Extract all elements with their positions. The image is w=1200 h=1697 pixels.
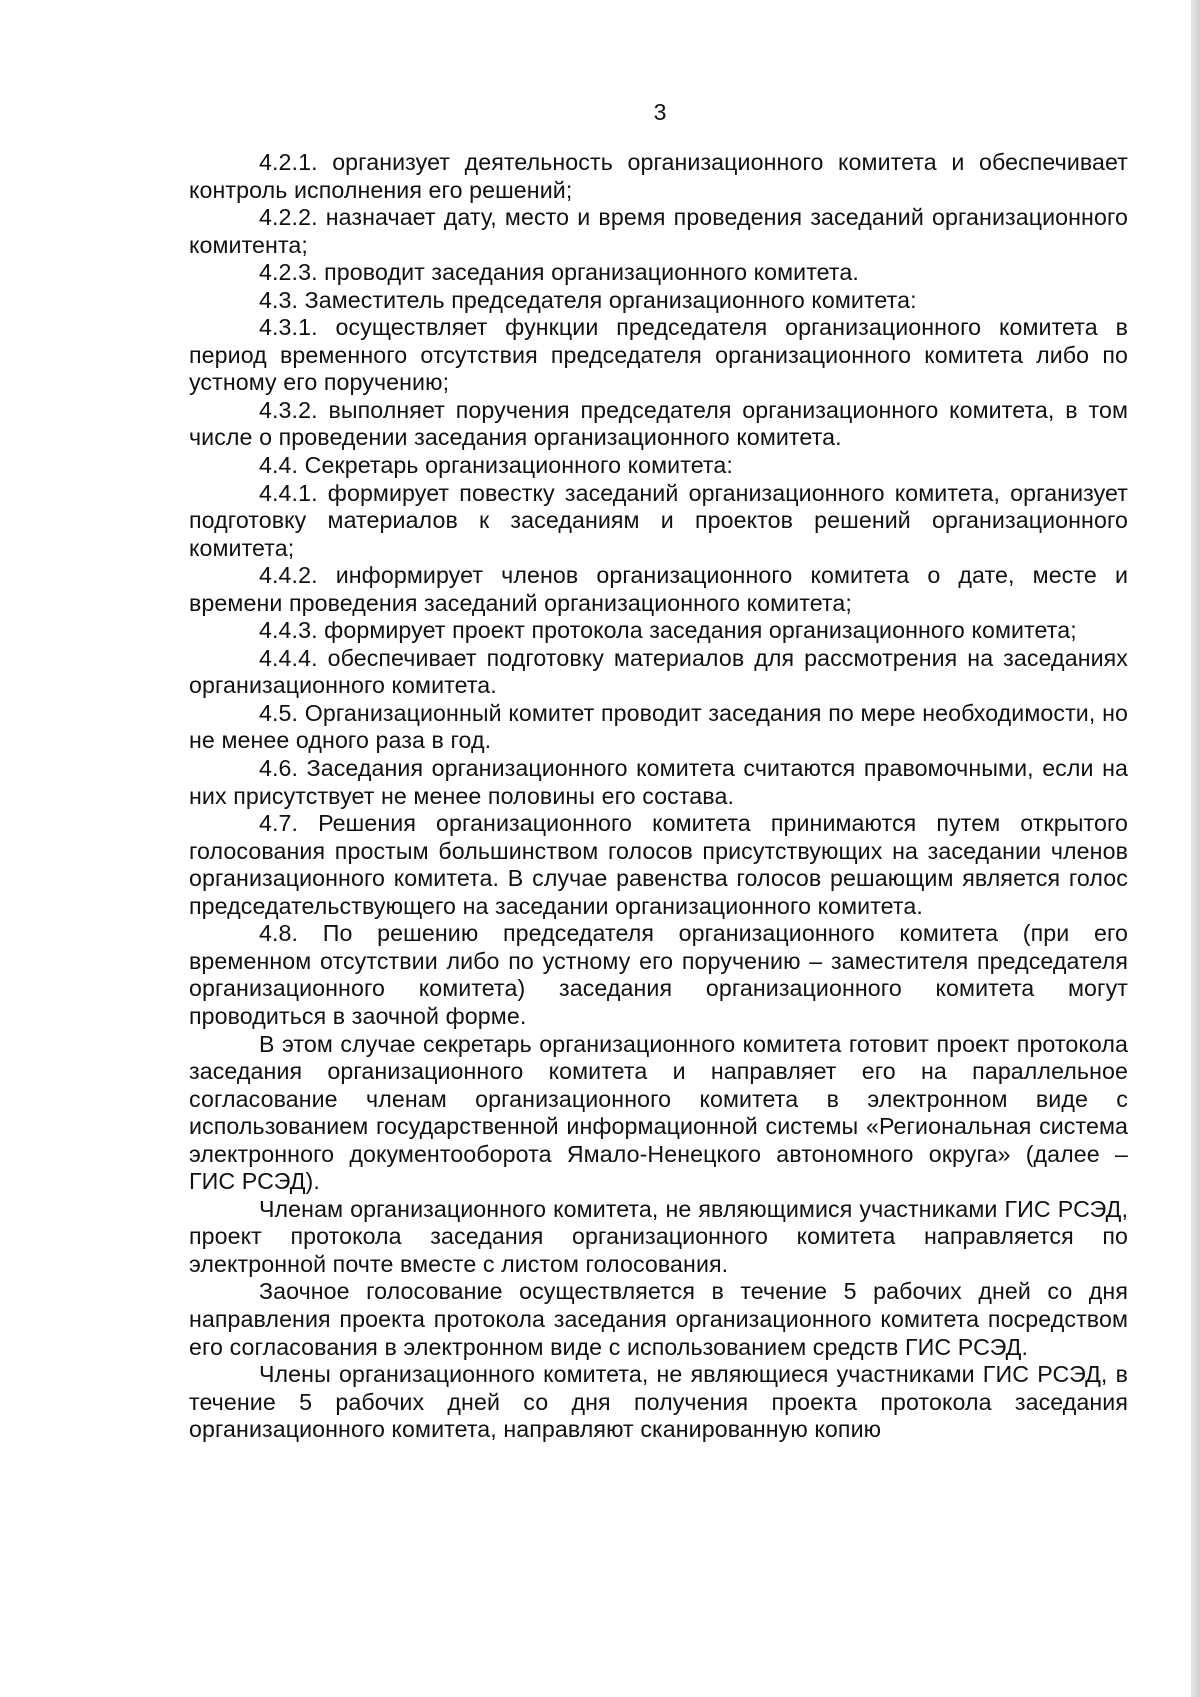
paragraph: 4.4. Секретарь организационного комитета: (259, 452, 733, 479)
paragraph: 4.2.2. назначает дату, место и время проведения заседаний организационного комитента; (189, 204, 1128, 258)
paragraph: В этом случае секретарь организационного комитета готовит проект протокола заседания организационного комитета и направляет его на параллельное согласование членам организационного комитета в электронном виде с использованием государственной информационной системы «Региональная система электронного документооборота Ямало-Ненецкого автономного округа» (далее – ГИС РСЭД). (189, 1030, 1128, 1195)
paragraph: Заочное голосование осуществляется в течение 5 рабочих дней со дня направления проекта протокола заседания организационного комитета посредством его согласования в электронном виде с использованием средств ГИС РСЭД. (189, 1278, 1128, 1360)
page-number: 3 (653, 99, 667, 125)
scan-edge (1191, 0, 1200, 1697)
document-body (189, 149, 1128, 1444)
paragraph: 4.2.1. организует деятельность организационного комитета и обеспечивает контроль исполнения его решений; (189, 149, 1128, 203)
paragraph: 4.8. По решению председателя организационного комитета (при его временном отсутствии либо по устному его поручению – заместителя председателя организационного комитета) заседания организационного комитета могут проводиться в заочной форме. (189, 920, 1128, 1029)
paragraph: 4.4.4. обеспечивает подготовку материалов для рассмотрения на заседаниях организационного комитета. (189, 644, 1128, 699)
paragraph: 4.4.3. формирует проект протокола заседания организационного комитета; (259, 617, 1077, 644)
paragraph: 4.4.1. формирует повестку заседаний организационного комитета, организует подготовку материалов к заседаниям и проектов решений организационного комитета; (189, 479, 1128, 561)
paragraph: 4.3. Заместитель председателя организационного комитета: (259, 286, 917, 313)
paragraph: 4.7. Решения организационного комитета принимаются путем открытого голосования простым большинством голосов присутствующих на заседании членов организационного комитета. В случае равенства голосов решающим является голос председательствующего на заседании организационного комитета. (189, 810, 1128, 919)
paragraph: 4.3.1. осуществляет функции председателя организационного комитета в период временного отсутствия председателя организационного комитета либо по устному его поручению; (189, 314, 1128, 396)
paragraph: Членам организационного комитета, не являющимися участниками ГИС РСЭД, проект протокола заседания организационного комитета направляется по электронной почте вместе с листом голосования. (189, 1195, 1128, 1277)
paragraph: 4.6. Заседания организационного комитета считаются правомочными, если на них присутствует не менее половины его состава. (189, 755, 1128, 809)
paragraph: 4.4.2. информирует членов организационного комитета о дате, месте и времени проведения заседаний организационного комитета; (189, 562, 1128, 616)
paragraph: 4.2.3. проводит заседания организационного комитета. (259, 259, 859, 286)
paragraph: Члены организационного комитета, не являющиеся участниками ГИС РСЭД, в течение 5 рабочих дней со дня получения проекта протокола заседания организационного комитета, направляют сканированную копию (189, 1361, 1128, 1443)
paragraph: 4.5. Организационный комитет проводит заседания по мере необходимости, но не менее одного раза в год. (189, 699, 1128, 754)
paragraph: 4.3.2. выполняет поручения председателя организационного комитета, в том числе о проведении заседания организационного комитета. (189, 396, 1128, 451)
